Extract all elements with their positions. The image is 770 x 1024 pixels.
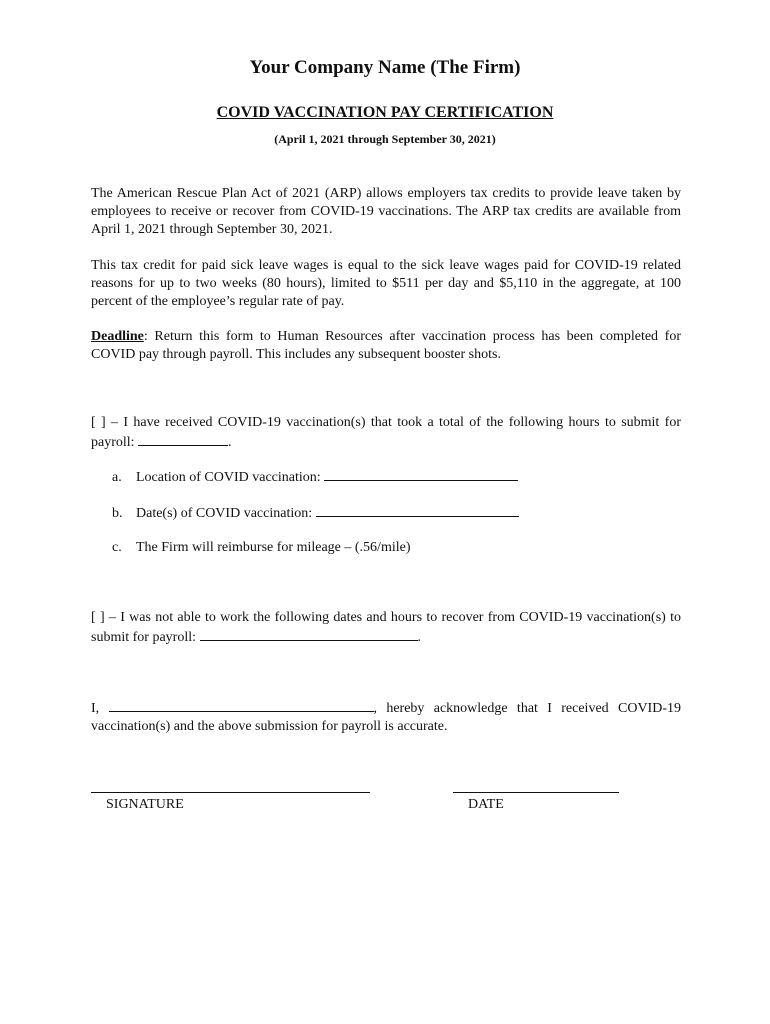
- deadline-text: : Return this form to Human Resources after vaccination process has been completed for COVID pay through payroll. This includes any subsequent booster shots.: [91, 329, 681, 362]
- intro-paragraph-tax-credit: This tax credit for paid sick leave wages is equal to the sick leave wages paid for COVID-19 related reasons for up to two weeks (80 hours), limited to $511 per day and $5,110 in the aggregate, at 100 percent of the employee’s regular rate of pay.: [91, 258, 681, 309]
- acknowledgement-paragraph: [91, 698, 681, 736]
- unable-text: – I was not able to work the following dates and hours to recover from COVID-19 vaccination(s) to submit for payroll:: [91, 610, 682, 645]
- name-blank-field[interactable]: [109, 698, 374, 712]
- list-marker: b.: [112, 506, 123, 521]
- dates-hours-blank-field[interactable]: [200, 627, 418, 641]
- unable-checkbox[interactable]: [ ]: [91, 610, 105, 625]
- received-end: .: [228, 435, 232, 450]
- list-marker: c.: [112, 540, 122, 555]
- company-name: Your Company Name (The Firm): [249, 57, 521, 78]
- list-item-mileage: [112, 539, 410, 557]
- intro-paragraph-arp: The American Rescue Plan Act of 2021 (ARP) allows employers tax credits to provide leave taken by employees to receive or recover from COVID-19 vaccinations. The ARP tax credits are available from April 1, 2021 through September 30, 2021.: [91, 186, 681, 237]
- received-checkbox[interactable]: [ ]: [91, 415, 106, 430]
- hours-blank-field[interactable]: [138, 432, 228, 446]
- date-label: DATE: [468, 797, 504, 812]
- date-line[interactable]: [453, 792, 619, 793]
- deadline-label: Deadline: [91, 329, 144, 344]
- document-subtitle: (April 1, 2021 through September 30, 2021): [274, 132, 496, 146]
- deadline-paragraph: [91, 328, 681, 364]
- received-text: – I have received COVID-19 vaccination(s) that took a total of the following hours to submit for payroll:: [91, 415, 681, 450]
- unable-end: .: [417, 630, 421, 645]
- list-marker: a.: [112, 470, 122, 485]
- option-unable-to-work: [91, 609, 681, 647]
- ack-prefix: I,: [91, 701, 109, 716]
- option-received-vaccination: [91, 414, 681, 452]
- location-blank-field[interactable]: [324, 467, 518, 481]
- ack-text: , hereby acknowledge that I received COVID-19 vaccination(s) and the above submission for payroll is accurate.: [91, 701, 681, 734]
- list-item-dates: [112, 503, 519, 523]
- list-item-label: Date(s) of COVID vaccination:: [136, 506, 316, 521]
- document-title: COVID VACCINATION PAY CERTIFICATION: [216, 104, 554, 121]
- signature-label: SIGNATURE: [106, 797, 184, 812]
- list-item-location: [112, 467, 518, 487]
- dates-blank-field[interactable]: [316, 503, 519, 517]
- signature-line[interactable]: [91, 792, 370, 793]
- list-item-label: Location of COVID vaccination:: [136, 470, 325, 485]
- list-item-label: The Firm will reimburse for mileage – (.56/mile): [136, 540, 411, 555]
